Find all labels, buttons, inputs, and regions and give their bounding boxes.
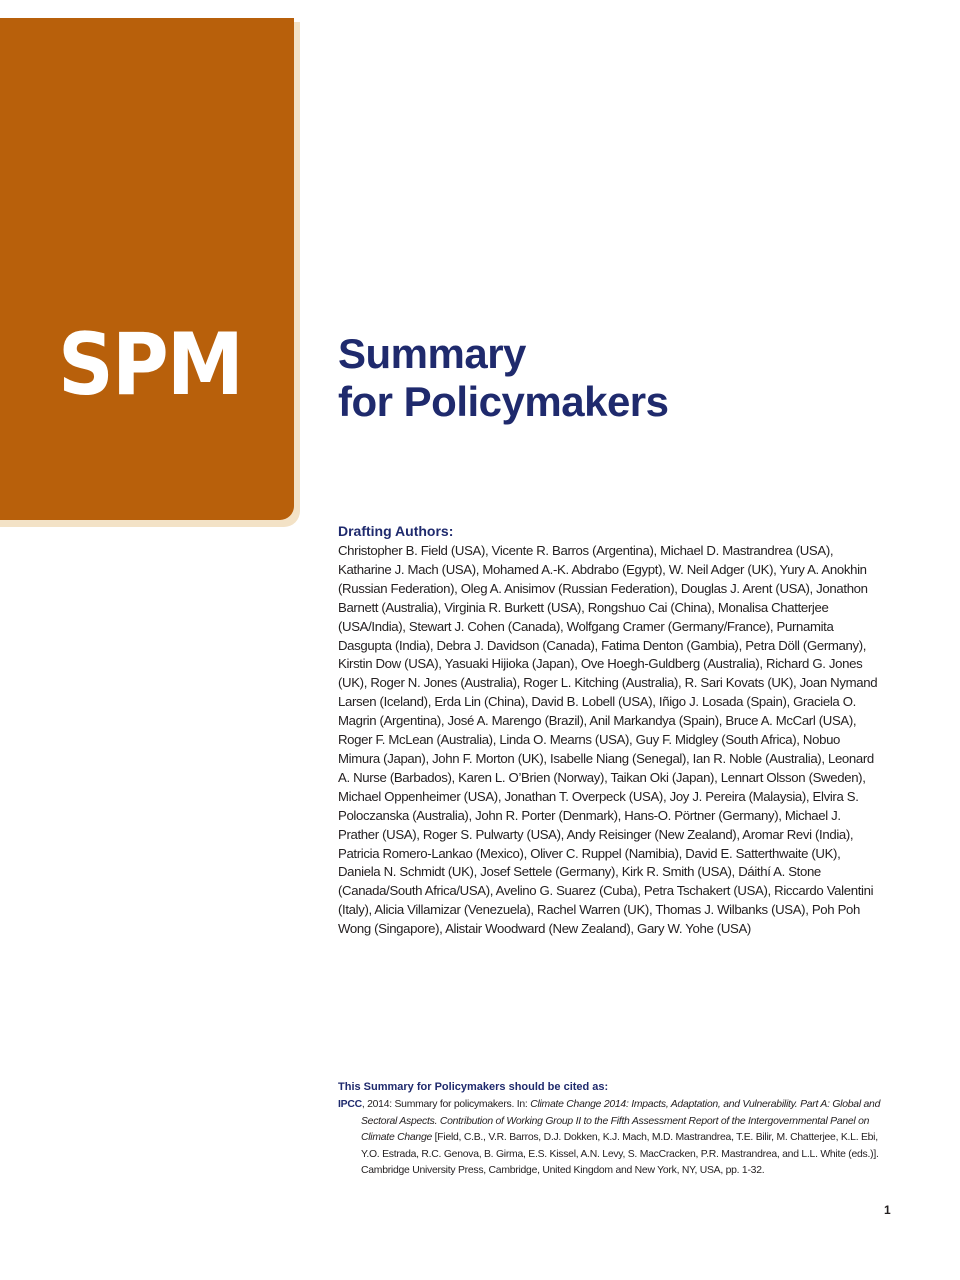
chapter-block xyxy=(0,18,294,520)
page-title-line-1: Summary xyxy=(338,330,526,377)
citation-part-1: , 2014: Summary for policymakers. In: xyxy=(361,1099,531,1110)
page-title xyxy=(338,330,669,426)
citation-report-title: Climate Change 2014: Impacts, Adaptation, and Vulnerability. Part A: Global and Sectoral Aspects. Contribution of Working Group II to the Fifth Assessment Report of the Intergovernmental Panel on Climate Change xyxy=(361,1099,881,1144)
drafting-authors-list: Christopher B. Field (USA), Vicente R. Barros (Argentina), Michael D. Mastrandrea (USA), Katharine J. Mach (USA), Mohamed A.-K. Abdrabo (Egypt), W. Neil Adger (UK), Yury A. Anokhin (Russian Federation), Oleg A. Anisimov (Russian Federation), Douglas J. Arent (USA), Jonathon Barnett (Australia), Virginia R. Burkett (USA), Rongshuo Cai (China), Monalisa Chatterjee (USA/India), Stewart J. Cohen (Canada), Wolfgang Cramer (Germany/France), Purnamita Dasgupta (India), Debra J. Davidson (Canada), Fatima Denton (Gambia), Petra Döll (Germany), Kirstin Dow (USA), Yasuaki Hijioka (Japan), Ove Hoegh-Guldberg (Australia), Richard G. Jones (UK), Roger N. Jones (Australia), Roger L. Kitching (Australia), R. Sari Kovats (UK), Joan Nymand Larsen (Iceland), Erda Lin (China), David B. Lobell (USA), Iñigo J. Losada (Spain), Graciela O. Magrin (Argentina), José A. Marengo (Brazil), Anil Markandya (Spain), Bruce A. McCarl (USA), Roger F. McLean (Australia), Linda O. Mearns (USA), Guy F. Midgley (South Africa), Nobuo Mimura (Japan), John F. Morton (UK), Isabelle Niang (Senegal), Ian R. Noble (Australia), Leonard A. Nurse (Barbados), Karen L. O’Brien (Norway), Taikan Oki (Japan), Lennart Olsson (Sweden), Michael Oppenheimer (USA), Jonathan T. Overpeck (USA), Joy J. Pereira (Malaysia), Elvira S. Poloczanska (Australia), John R. Porter (Denmark), Hans-O. Pörtner (Germany), Michael J. Prather (USA), Roger S. Pulwarty (USA), Andy Reisinger (New Zealand), Aromar Revi (India), Patricia Romero-Lankao (Mexico), Oliver C. Ruppel (Namibia), David E. Satterthwaite (UK), Daniela N. Schmidt (UK), Josef Settele (Germany), Kirk R. Smith (USA), Dáithí A. Stone (Canada/South Africa/USA), Avelino G. Suarez (Cuba), Petra Tschakert (USA), Riccardo Valentini (Italy), Alicia Villamizar (Venezuela), Rachel Warren (UK), Thomas J. Wilbanks (USA), Poh Poh Wong (Singapore), Alistair Woodward (New Zealand), Gary W. Yohe (USA) xyxy=(338,543,878,937)
page-title-line-2: for Policymakers xyxy=(338,378,669,425)
citation-org: IPCC xyxy=(338,1099,362,1110)
page-number: 1 xyxy=(884,1203,891,1217)
drafting-authors-heading: Drafting Authors: xyxy=(338,523,454,539)
citation-section xyxy=(338,1080,888,1180)
citation-text xyxy=(338,1097,888,1180)
citation-part-2: [Field, C.B., V.R. Barros, D.J. Dokken, K.J. Mach, M.D. Mastrandrea, T.E. Bilir, M. Chatterjee, K.L. Ebi, Y.O. Estrada, R.C. Genova, B. Girma, E.S. Kissel, A.N. Levy, S. MacCracken, P.R. Mastrandrea, and L.L. White (eds.)]. Cambridge University Press, Cambridge, United Kingdom and New York, NY, USA, pp. 1-32. xyxy=(361,1132,879,1177)
citation-heading: This Summary for Policymakers should be cited as: xyxy=(338,1081,609,1093)
drafting-authors-section xyxy=(338,522,878,939)
chapter-label: SPM xyxy=(58,315,243,415)
